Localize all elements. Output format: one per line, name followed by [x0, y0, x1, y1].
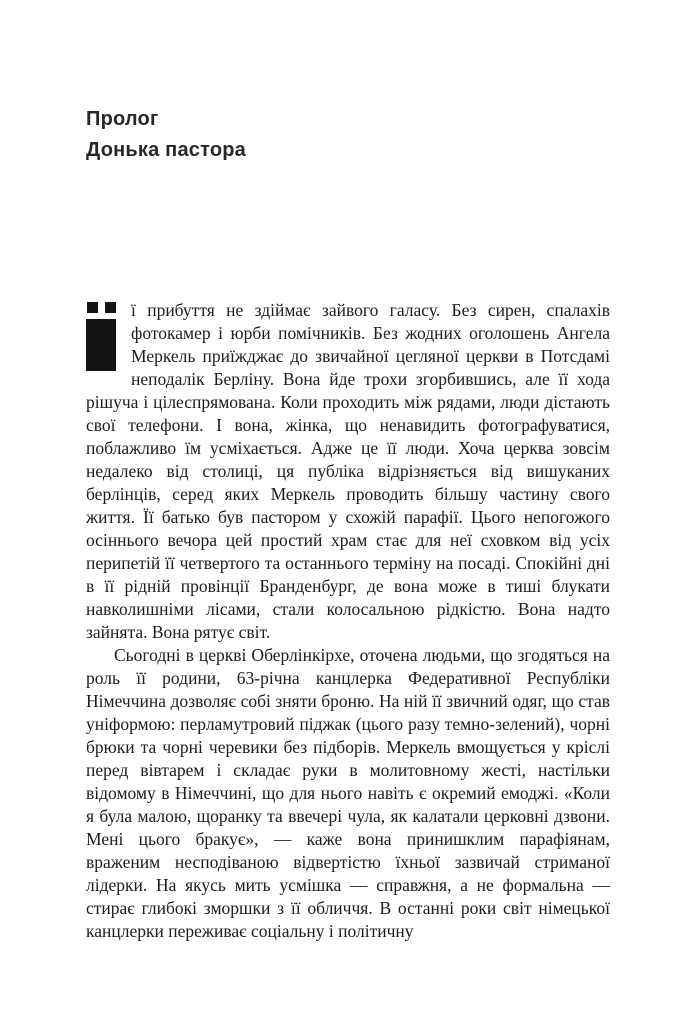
chapter-title: Донька пастора [86, 139, 246, 161]
paragraph-first [86, 299, 610, 644]
dropcap-character [86, 371, 87, 372]
dropcap-letter-yi [86, 302, 119, 372]
paragraph-text: ї прибуття не здіймає зайвого галасу. Без сирен, спалахів фотокамер і юрби помічників. Без жодних оголошень Ангела Меркель приїжджає до звичайної цегляної церкви в Потсдамі неподалік Берліну. Вона йде трохи згорбившись, але її хода рішуча і цілеспрямована. Коли проходить між рядами, люди дістають свої телефони. І вона, жінка, що ненавидить фотографуватися, поблажливо їм усміхається. Адже це її люди. Хоча церква зовсім недалеко від столиці, ця публіка відрізняється від вишуканих берлінців, серед яких Меркель проводить більшу частину свого життя. Її батько був пастором у схожій парафії. Цього непогожого осіннього вечора цей простий храм стає для неї сховком від усіх перипетій її четвертого та останнього терміну на посаді. Спокійні дні в її рідній провінції Бранденбург, де вона може в тиші блукати навколишніми лісами, стали колосальною рідкістю. Вона надто зайнята. Вона рятує світ. [86, 300, 610, 642]
dropcap-dot [105, 302, 116, 313]
dropcap-dot [87, 302, 98, 313]
dropcap-stem [86, 319, 116, 371]
dropcap-diaeresis [87, 302, 119, 313]
chapter-header [86, 104, 246, 166]
body-text [86, 299, 610, 943]
chapter-label: Пролог [86, 108, 159, 130]
paragraph-second: Сьогодні в церкві Оберлінкірхе, оточена людьми, що згодяться на роль її родини, 63-річна канцлерка Федеративної Республіки Німеччина дозволяє собі зняти броню. На ній її звичний одяг, що став уніформою: перламутровий піджак (цього разу темно-зелений), чорні брюки та чорні черевики без підборів. Меркель вмощується у кріслі перед вівтарем і складає руки в молитовному жесті, настільки відомому в Німеччині, що для нього навіть є окремий емоджі. «Коли я була малою, щоранку та ввечері чула, як калатали церковні дзвони. Мені цього бракує», — каже вона принишклим парафіянам, враженим несподіваною відвертістю їхньої зазвичай стриманої лідерки. На якусь мить усмішка — справжня, а не формальна — стирає глибокі зморшки з її обличчя. В останні роки світ німецької канцлерки переживає соціальну і політичну [86, 645, 610, 941]
